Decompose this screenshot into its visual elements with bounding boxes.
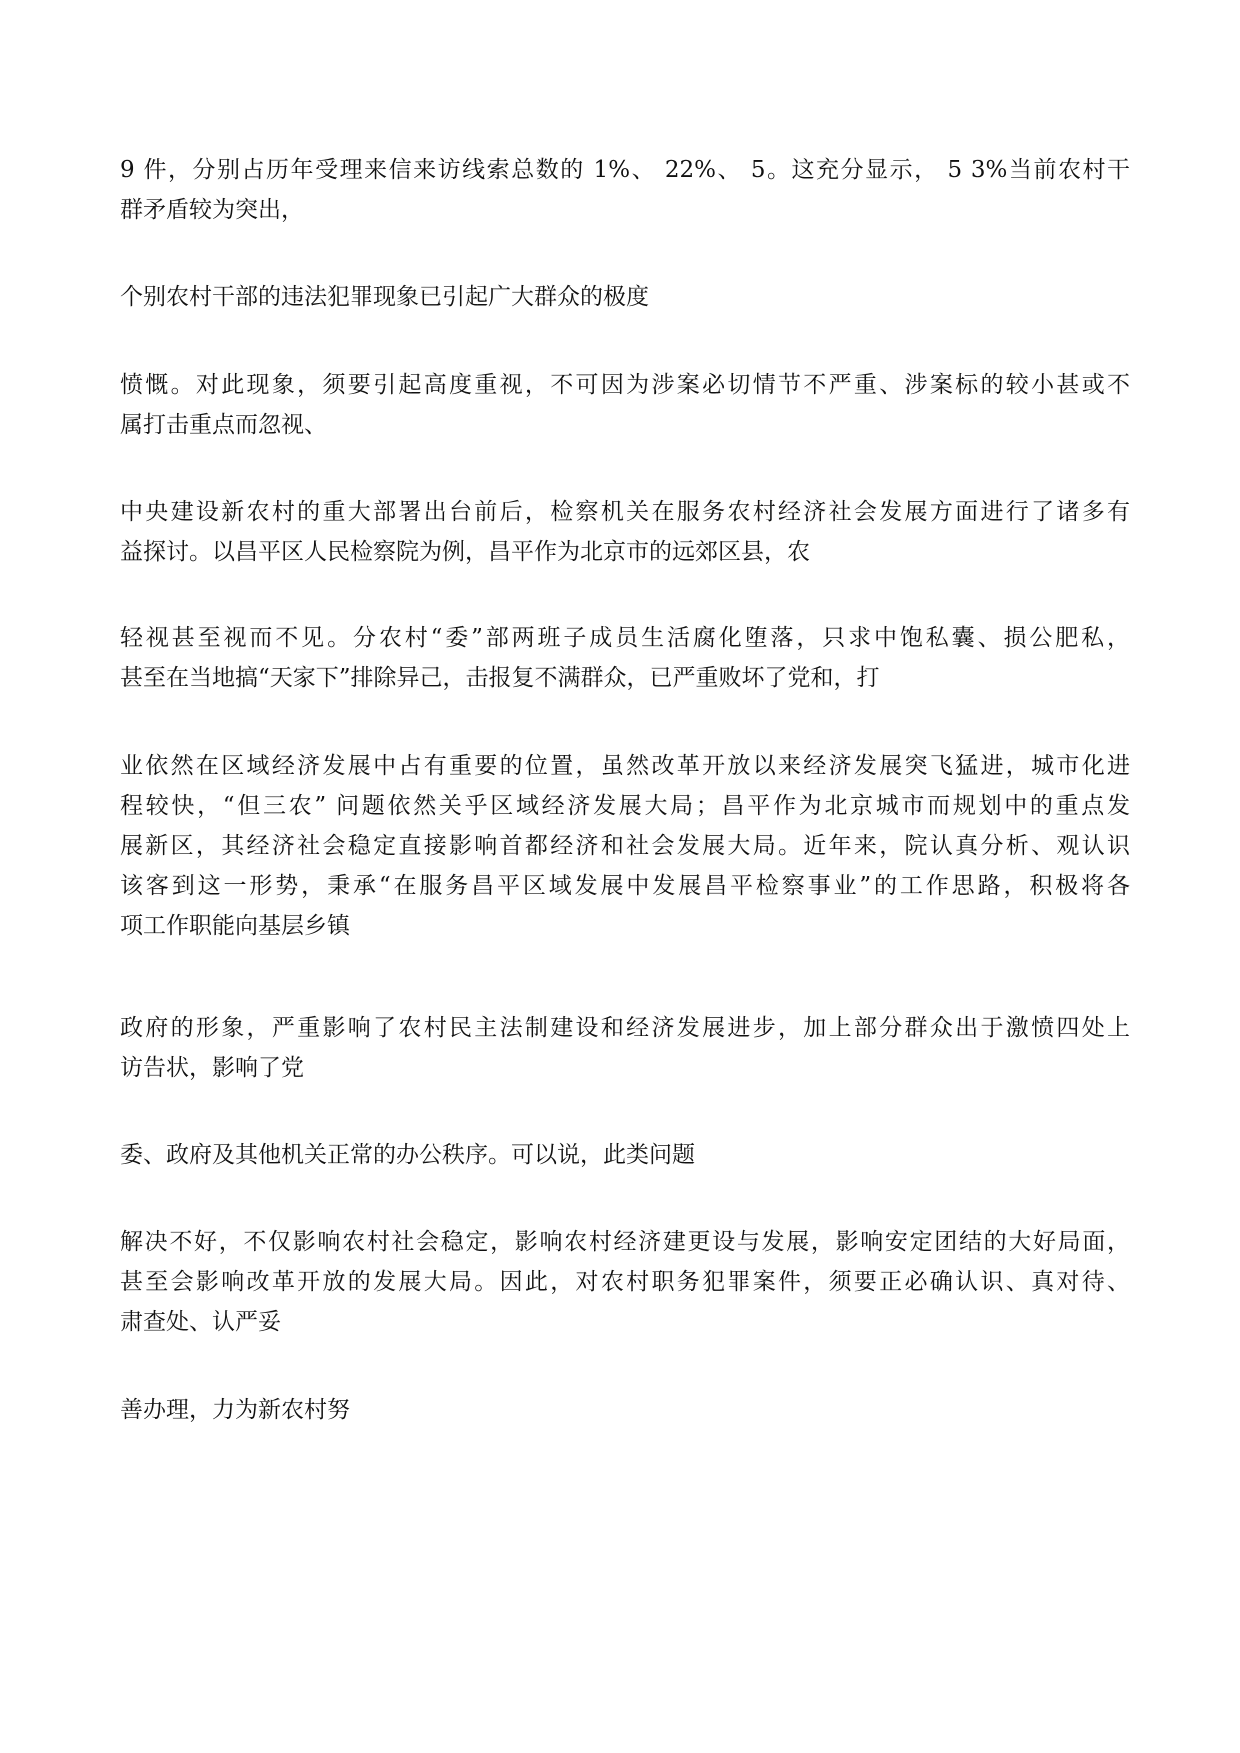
paragraph-line: 个别农村干部的违法犯罪现象已引起广大群众的极度 [120,284,649,310]
paragraph-line: 善办理，力为新农村努 [120,1397,350,1423]
paragraph-4 [120,492,1130,572]
paragraph-line: 访告状，影响了党 [120,1055,304,1081]
paragraph-8 [120,1135,1130,1175]
paragraph-line: 政府的形象，严重影响了农村民主法制建设和经济发展进步，加上部分群众出于激愤四处上 [120,1015,1130,1041]
paragraph-line: 展新区，其经济社会稳定直接影响首都经济和社会发展大局。近年来，院认真分析、观认识 [120,833,1130,859]
paragraph-line: 解决不好，不仅影响农村社会稳定，影响农村经济建更设与发展，影响安定团结的大好局面， [120,1229,1130,1255]
paragraph-line: 项工作职能向基层乡镇 [120,913,350,939]
paragraph-line: 委、政府及其他机关正常的办公秩序。可以说，此类问题 [120,1142,695,1168]
paragraph-line: 属打击重点而忽视、 [120,412,327,438]
paragraph-line: 益探讨。以昌平区人民检察院为例，昌平作为北京市的远郊区县，农 [120,539,810,565]
paragraph-5 [120,618,1130,698]
paragraph-line: 业依然在区域经济发展中占有重要的位置，虽然改革开放以来经济发展突飞猛进，城市化进 [120,753,1130,779]
paragraph-line: 甚至在当地搞“天家下”排除异己，击报复不满群众，已严重败坏了党和，打 [120,665,880,691]
paragraph-line: 中央建设新农村的重大部署出台前后，检察机关在服务农村经济社会发展方面进行了诸多有 [120,499,1130,525]
paragraph-9 [120,1222,1130,1342]
paragraph-10 [120,1390,1130,1430]
paragraph-line: 愤慨。对此现象，须要引起高度重视，不可因为涉案必切情节不严重、涉案标的较小甚或不 [120,372,1130,398]
paragraph-2 [120,277,1130,317]
paragraph-1 [120,150,1130,230]
paragraph-line: 肃查处、认严妥 [120,1309,281,1335]
paragraph-line: 该客到这一形势，秉承“在服务昌平区域发展中发展昌平检察事业”的工作思路，积极将各 [120,873,1130,899]
paragraph-line: 轻视甚至视而不见。分农村“委”部两班子成员生活腐化堕落，只求中饱私囊、损公肥私， [120,625,1130,651]
paragraph-line: 甚至会影响改革开放的发展大局。因此，对农村职务犯罪案件，须要正必确认识、真对待、 [120,1269,1130,1295]
paragraph-line: 9 件，分别占历年受理来信来访线索总数的 1%、 22%、 5。这充分显示， 5 3%当前农村干 [120,157,1130,183]
paragraph-6 [120,746,1130,946]
paragraph-line: 程较快，“但三农” 问题依然关乎区域经济发展大局；昌平作为北京城市而规划中的重点发 [120,793,1130,819]
paragraph-3 [120,365,1130,445]
paragraph-line: 群矛盾较为突出， [120,197,304,223]
paragraph-7 [120,1008,1130,1088]
